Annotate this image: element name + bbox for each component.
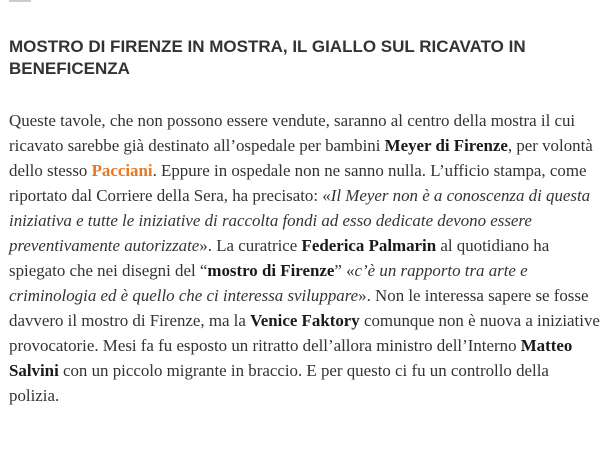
text-segment: Queste tavole, che non possono essere vendute, saranno al centro della mostra il cui ricavato sarebbe già destinato all’ospedale per bambini (9, 111, 576, 155)
salvini-name: Matteo Salvini (9, 336, 573, 380)
article-headline: MOSTRO DI FIRENZE IN MOSTRA, IL GIALLO SUL RICAVATO IN BENEFICENZA (9, 37, 526, 78)
text-segment: con un piccolo migrante in braccio. E per questo ci fu un controllo della polizia. (9, 361, 549, 405)
top-divider (9, 0, 31, 2)
curator-name: Federica Palmarin (301, 236, 437, 255)
mostro-di-firenze-label: mostro di Firenze (207, 261, 335, 280)
text-segment: ” « (334, 261, 355, 280)
article-paragraph (9, 108, 601, 408)
text-segment: comunque non è nuova a iniziative provocatorie. Mesi fa fu esposto un ritratto dell’allora ministro dell’Interno (9, 311, 600, 355)
text-segment: ». Non le interessa sapere se fosse davvero il mostro di Firenze, ma la (9, 286, 589, 330)
curator-quote: c’è un rapporto tra arte e criminologia ed è quello che ci interessa sviluppare (9, 261, 528, 305)
pacciani-link[interactable]: Pacciani (91, 161, 153, 180)
venice-faktory-name: Venice Faktory (250, 311, 360, 330)
text-segment: al quotidiano ha spiegato che nei disegni del “ (9, 236, 550, 280)
text-segment: , per volontà dello stesso (9, 136, 593, 180)
text-segment: ». La curatrice (199, 236, 302, 255)
meyer-quote: Il Meyer non è a conoscenza di questa iniziativa e tutte le iniziative di raccolta fondi ad esso dedicate devono essere preventivamente autorizzate (9, 186, 591, 255)
text-segment: . Eppure in ospedale non ne sanno nulla. L’ufficio stampa, come riportato dal Corriere della Sera, ha precisato: « (9, 161, 587, 205)
meyer-hospital-name: Meyer di Firenze (384, 136, 508, 155)
